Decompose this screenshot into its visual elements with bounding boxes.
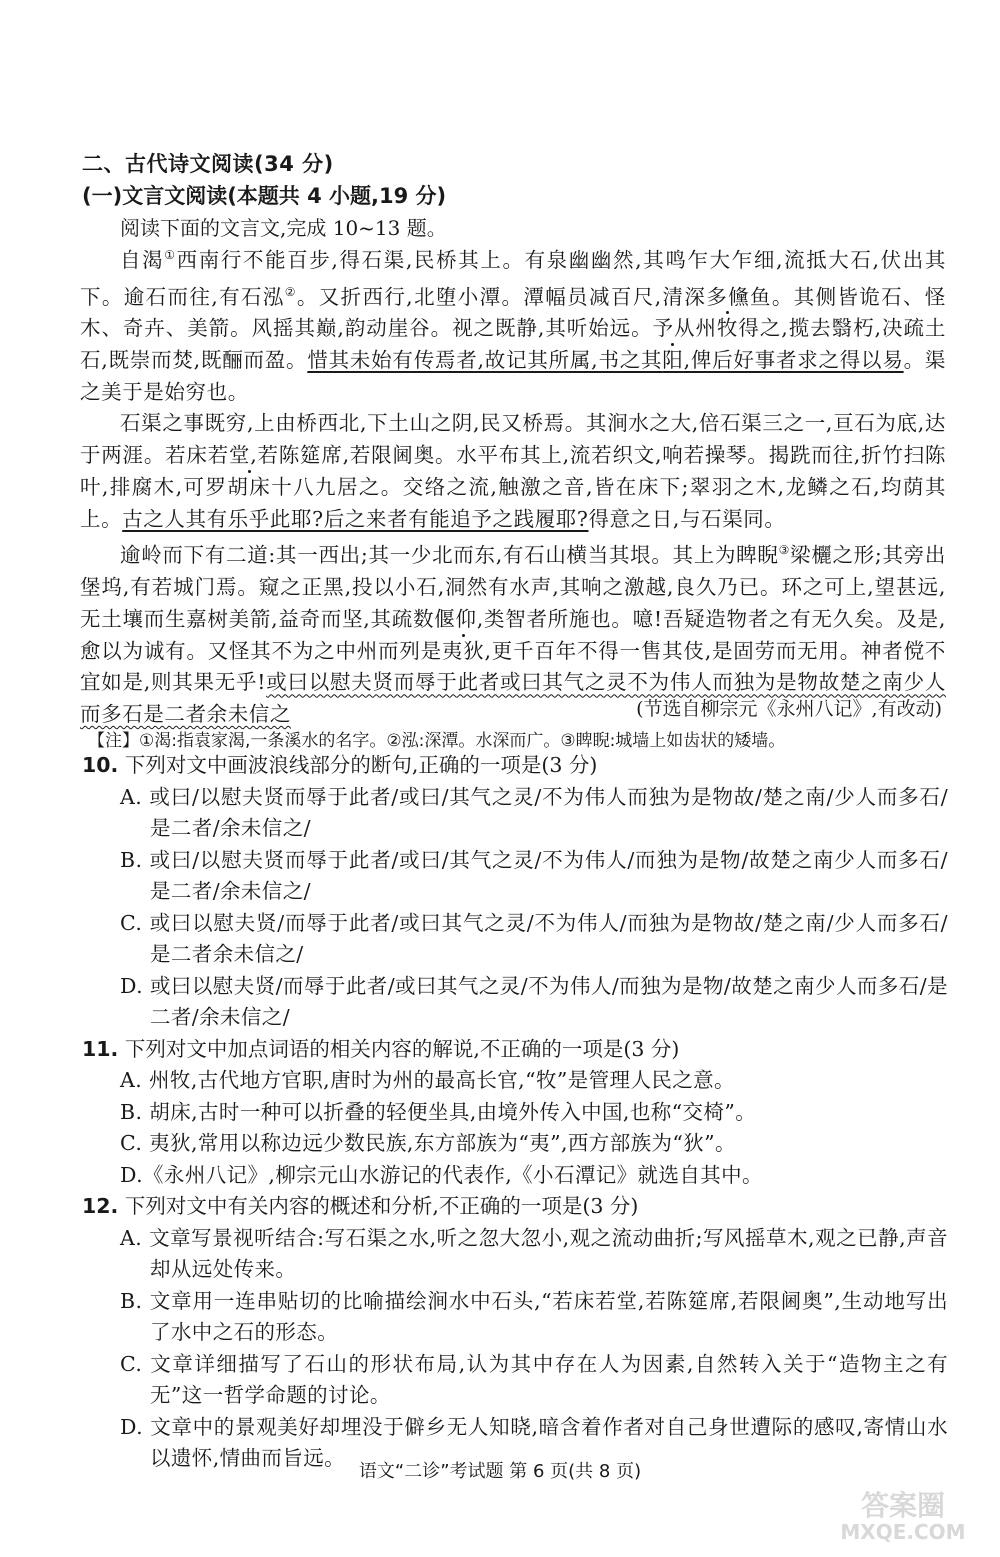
classical-passage <box>80 240 946 731</box>
question-number: 12. <box>82 1194 119 1218</box>
dotted-word-zhoumu: 牧 <box>716 316 739 341</box>
watermark-bottom: MXQE.COM <box>840 1520 966 1543</box>
wavy-underlined-passage: 或曰以慰夫贤而辱于此者或曰其气之灵不为伟人而独为是物故楚之南少人而多石是二者余未信之 <box>80 670 946 727</box>
question-12 <box>82 1191 948 1475</box>
dotted-word-yidi: 夷狄 <box>441 638 485 663</box>
option-d: D. 或曰以慰夫贤/而辱于此者/或曰其气之灵/不为伟人/而独为是物/故楚之南少人而多石/是二者/余未信之/ <box>120 973 948 1029</box>
option-c: C. 夷狄,常用以称边远少数民族,东方部族为“夷”,西方部族为“狄”。 <box>120 1131 736 1155</box>
option-a: A. 州牧,古代地方官职,唐时为州的最高长官,“牧”是管理人民之意。 <box>120 1068 735 1092</box>
footnotes: 【注】①渴:指袁家渴,一条溪水的名字。②泓:深潭。水深而广。③睥睨:城墙上如齿状的矮墙。 <box>88 731 786 751</box>
question-number: 10. <box>82 753 119 777</box>
option-d: D.《永州八记》,柳宗元山水游记的代表作,《小石潭记》就选自其中。 <box>120 1162 763 1187</box>
question-10 <box>82 750 948 1034</box>
question-stem: 下列对文中加点词语的相关内容的解说,不正确的一项是(3 分) <box>124 1036 680 1061</box>
underlined-sentence-1: 惜其未始有传焉者,故记其所属,书之其阳,俾后好事者求之得以易 <box>307 348 904 373</box>
dotted-word-yang: 阳 <box>662 348 684 373</box>
question-11 <box>82 1034 948 1192</box>
option-b: B. 或曰/以慰夫贤而辱于此者/或曰/其气之灵/不为伟人/而独为是物/故楚之南少人而多石/是二者/余未信之/ <box>120 847 948 903</box>
passage-paragraph-1: 自渴①西南行不能百步,得石渠,民桥其上。有泉幽幽然,其鸣乍大乍细,流抵大石,伏出其下。逾石而往,有石泓②。又折西行,北堕小潭。潭幅员减百尺,清深多儵鱼。其侧皆诡石、怪木、奇卉、美箭。风摇其巅,韵动崖谷。视之既静,其听始远。予从州牧得之,揽去翳朽,决疏土石,既崇而焚,既酾而盈。惜其未始有传焉者,故记其所属,书之其阳,俾后好事者求之得以易。渠之美于是始穷也。 <box>80 247 947 404</box>
watermark-logo-icon <box>828 1485 978 1543</box>
underlined-sentence-2: 古之人其有乐乎此耶?后之来者有能追予之践履耶? <box>122 506 589 531</box>
option-c: C. 或曰以慰夫贤/而辱于此者/或曰其气之灵/不为伟人/而独为是物故/楚之南/少人而多石/是二者余未信之/ <box>120 910 948 966</box>
question-stem: 下列对文中有关内容的概述和分析,不正确的一项是(3 分) <box>124 1194 639 1218</box>
section-title: 二、古代诗文阅读(34 分) <box>82 152 334 176</box>
page-footer: 语文“二诊”考试题 第 6 页(共 8 页) <box>358 1461 642 1482</box>
option-a: A. 或曰/以慰夫贤而辱于此者/或曰/其气之灵/不为伟人而独为是物故/楚之南/少人而多石/是二者/余未信之/ <box>120 784 948 840</box>
footnote-marker-2: ② <box>284 284 297 299</box>
option-b: B. 胡床,古时一种可以折叠的轻便坐具,由境外传入中国,也称“交椅”。 <box>120 1099 757 1124</box>
footnote-marker-3: ③ <box>778 543 791 558</box>
source-citation: (节选自柳宗元《永州八记》,有改动) <box>636 698 942 720</box>
question-number: 11. <box>82 1036 119 1061</box>
footnote-marker-1: ① <box>164 248 177 262</box>
passage-paragraph-3: 逾岭而下有二道:其一西出;其一少北而东,有石山横当其垠。其上为睥睨③梁欐之形;其旁出堡坞,有若城门焉。窥之正黑,投以小石,洞然有水声,其响之激越,良久乃已。环之可上,望甚远,无土壤而生嘉树美箭,益奇而坚,其疏数偃仰,类智者所施也。噫!吾疑造物者之有无久矣。及是,愈以为诚有。又怪其不为之中州而列是夷狄,更千百年不得一售其伎,是固劳而无用。神者傥不宜如是,则其果无乎!或曰以慰夫贤而辱于此者或曰其气之灵不为伟人而独为是物故楚之南少人而多石是二者余未信之 <box>80 543 946 727</box>
option-b: B. 文章用一连串贴切的比喻描绘涧水中石头,“若床若堂,若陈筵席,若限阃奥”,生动地写出了水中之石的形态。 <box>120 1288 948 1344</box>
question-stem: 下列对文中画波浪线部分的断句,正确的一项是(3 分) <box>124 753 598 777</box>
watermark-top: 答案圈 <box>860 1489 946 1522</box>
instruction-text: 阅读下面的文言文,完成 10~13 题。 <box>120 216 447 240</box>
sub-section-title: (一)文言文阅读(本题共 4 小题,19 分) <box>82 184 447 208</box>
passage-paragraph-2: 石渠之事既穷,上由桥西北,下土山之阴,民又桥焉。其涧水之大,倍石渠三之一,亘石为底,达于两涯。若床若堂,若陈筵席,若限阃奥。水平布其上,流若织文,响若操琴。揭跣而往,折竹扫陈叶,排腐木,可罗胡床十八九居之。交络之流,触激之音,皆在床下;翠羽之木,龙鳞之石,均荫其上。古之人其有乐乎此耶?后之来者有能追予之践履耶?得意之日,与石渠同。 <box>80 411 946 531</box>
dotted-word-huchuang: 胡床 <box>227 474 272 499</box>
question-list <box>82 750 948 1475</box>
option-c: C. 文章详细描写了石山的形状布局,认为其中存在人为因素,自然转入关于“造物主之有无”这一哲学命题的讨论。 <box>120 1351 948 1407</box>
option-d: D. 文章中的景观美好却埋没于僻乡无人知晓,暗含着作者对自己身世遭际的感叹,寄情山水以遗怀,情曲而旨远。 <box>120 1414 948 1470</box>
option-a: A. 文章写景视听结合:写石渠之水,听之忽大忽小,观之流动曲折;写风摇草木,观之已静,声音却从远处传来。 <box>120 1225 948 1281</box>
